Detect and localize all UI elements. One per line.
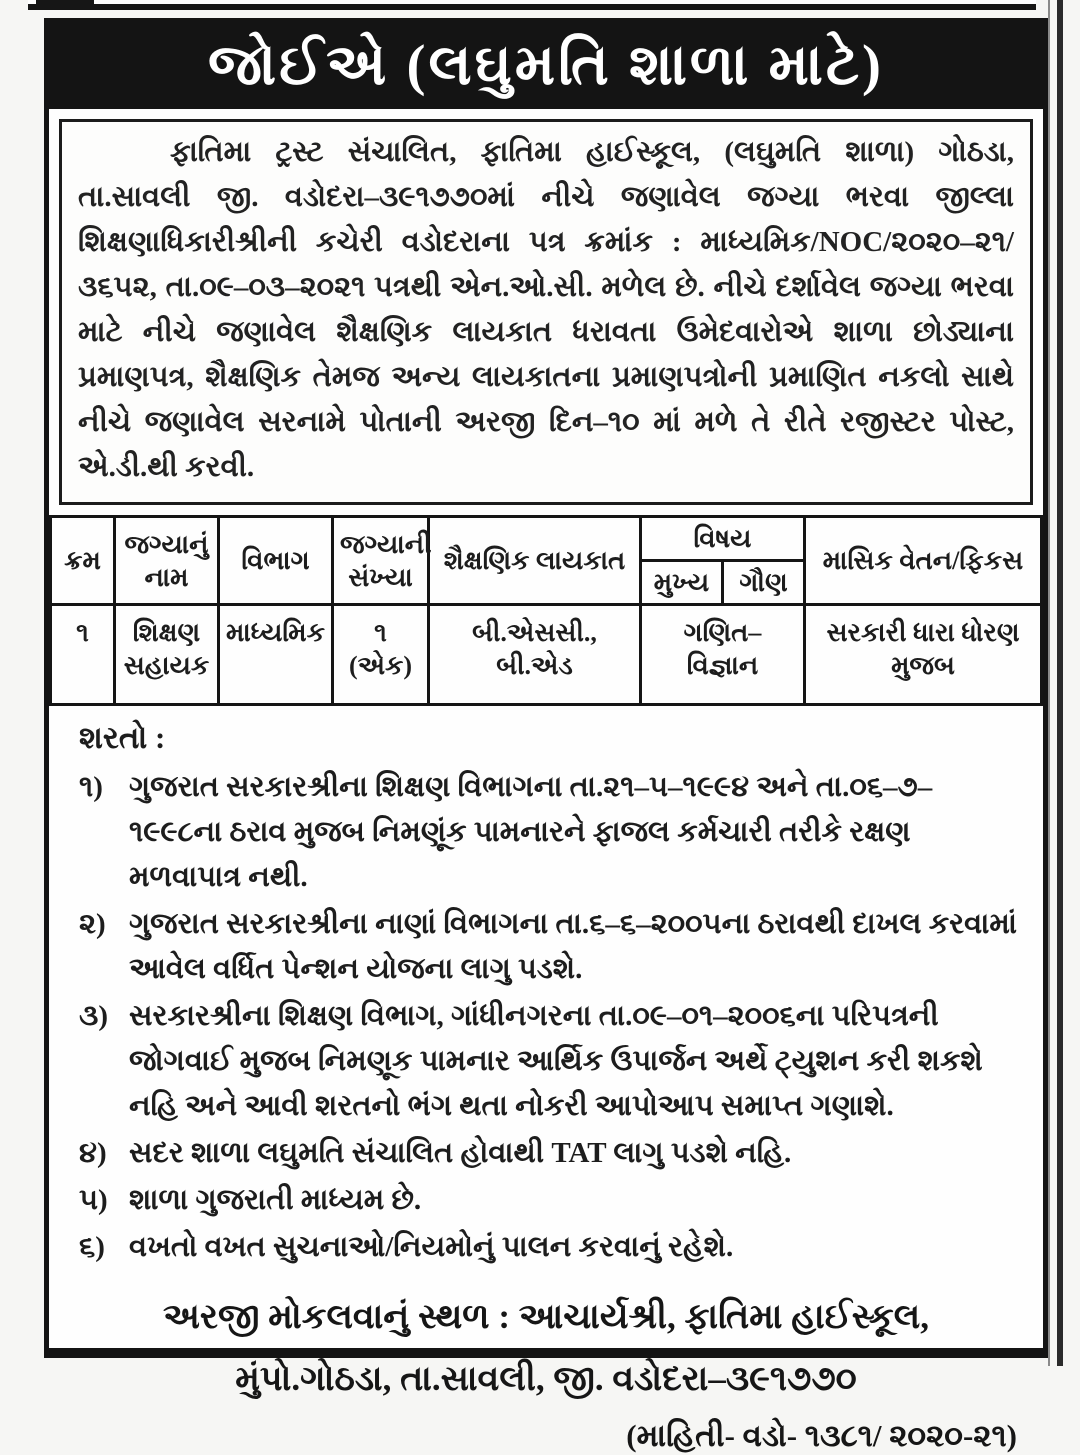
job-advertisement xyxy=(44,18,1048,1453)
conditions-title: શરતો : xyxy=(79,720,166,755)
condition-number: ૩) xyxy=(79,1000,108,1032)
vacancy-table xyxy=(49,515,1043,706)
condition-item-3 xyxy=(79,994,1017,1129)
address-line-1: અરજી મોકલવાનું સ્થળ : આચાર્યશ્રી, ફાતિમા હાઈસ્કૂલ, xyxy=(163,1297,929,1336)
condition-number: ૫) xyxy=(79,1184,108,1216)
previous-ad-fragment xyxy=(36,0,94,9)
condition-number: ૬) xyxy=(79,1231,105,1263)
cell-salary: સરકારી ધારા ધોરણ મુજબ xyxy=(805,605,1042,705)
previous-ad-border xyxy=(28,0,1036,10)
cell-subject: ગણિત–વિજ્ઞાન xyxy=(641,605,805,705)
ad-title-bar xyxy=(49,23,1043,109)
header-qualification: શૈક્ષણિક લાયકાત xyxy=(429,517,641,605)
post-count-number: ૧ xyxy=(374,618,387,647)
table-row xyxy=(51,605,1042,705)
ad-title: જોઈએ (લઘુમતિ શાળા માટે) xyxy=(208,34,884,97)
intro-paragraph-box xyxy=(59,119,1033,505)
header-subject-main: મુખ્ય xyxy=(641,561,723,605)
condition-text: ગુજરાત સરકારશ્રીના નાણાં વિભાગના તા.૬–૬–૨૦૦૫ના ઠરાવથી દાખલ કરવામાં આવેલ વર્ધિત પેન્શન યોજના લાગુ પડશે. xyxy=(129,908,1017,985)
address-line-2: મુંપો.ગોઠડા, તા.સાવલી, જી. વડોદરા–૩૯૧૭૭૦ xyxy=(235,1359,857,1398)
conditions-section xyxy=(49,706,1043,1270)
header-subject-minor: ગૌણ xyxy=(723,561,805,605)
condition-text: સદર શાળા લઘુમતિ સંચાલિત હોવાથી TAT લાગુ પડશે નહિ. xyxy=(129,1137,792,1169)
cell-qualification: બી.એસસી., બી.એડ xyxy=(429,605,641,705)
condition-item-5 xyxy=(79,1178,1017,1223)
condition-item-1 xyxy=(79,765,1017,900)
cell-post-count xyxy=(333,605,429,705)
condition-text: ગુજરાત સરકારશ્રીના શિક્ષણ વિભાગના તા.૨૧–૫–૧૯૯૪ અને તા.૦૬–૭–૧૯૯૮ના ઠરાવ મુજબ નિમણૂંક પામનારને ફાજલ કર્મચારી તરીકે રક્ષણ મળવાપાત્ર નથી. xyxy=(129,771,933,893)
post-count-word: (એક) xyxy=(348,651,413,680)
reference-note: (માહિતી- વડો- ૧૩૮૧/ ૨૦૨૦-૨૧) xyxy=(626,1418,1017,1453)
condition-number: ૪) xyxy=(79,1137,107,1169)
condition-number: ૨) xyxy=(79,908,106,940)
header-serial: ક્રમ xyxy=(51,517,115,605)
vacancy-table-header xyxy=(51,517,1042,605)
cell-serial: ૧ xyxy=(51,605,115,705)
header-salary: માસિક વેતન/ફિકસ xyxy=(805,517,1042,605)
condition-text: સરકારશ્રીના શિક્ષણ વિભાગ, ગાંધીનગરના તા.૦૯–૦૧–૨૦૦૬ના પરિપત્રની જોગવાઈ મુજબ નિમણૂક પામનાર આર્થિક ઉપાર્જન અર્થે ટ્યુશન કરી શકશે નહિ અને આવી શરતનો ભંગ થતા નોકરી આપોઆપ સમાપ્ત ગણાશે. xyxy=(129,1000,983,1122)
condition-item-6 xyxy=(79,1225,1017,1270)
header-post-name: જગ્યાનું નામ xyxy=(115,517,219,605)
application-address xyxy=(49,1286,1043,1410)
condition-text: શાળા ગુજરાતી માધ્યમ છે. xyxy=(129,1184,422,1216)
header-post-count: જગ્યાની સંખ્યા xyxy=(333,517,429,605)
condition-text: વખતો વખત સુચનાઓ/નિયમોનું પાલન કરવાનું રહેશે. xyxy=(129,1231,734,1263)
cell-department: માધ્યમિક xyxy=(219,605,333,705)
header-subject: વિષય xyxy=(641,517,805,561)
condition-item-4 xyxy=(79,1131,1017,1176)
intro-text: ફાતિમા ટ્રસ્ટ સંચાલિત, ફાતિમા હાઈસ્કૂલ, (લઘુમતિ શાળા) ગોઠડા, તા.સાવલી જી. વડોદરા–૩૯૧૭૭૦માં નીચે જણાવેલ જગ્યા ભરવા જીલ્લા શિક્ષણાધિકારીશ્રીની કચેરી વડોદરાના પત્ર ક્રમાંક : માધ્યમિક/NOC/૨૦૨૦–૨૧/ ૩૬૫૨, તા.૦૯–૦૩–૨૦૨૧ પત્રથી એન.ઓ.સી. મળેલ છે. નીચે દર્શાવેલ જગ્યા ભરવા માટે નીચે જણાવેલ શૈક્ષણિક લાયકાત ધરાવતા ઉમેદવારોએ શાળા છોડ્યાના પ્રમાણપત્ર, શૈક્ષણિક તેમજ અન્ય લાયકાતના પ્રમાણપત્રોની પ્રમાણિત નકલો સાથે નીચે જણાવેલ સરનામે પોતાની અરજી દિન–૧૦ માં મળે તે રીતે રજીસ્ટર પોસ્ટ, એ.ડી.થી કરવી. xyxy=(78,136,1014,483)
column-divider-thin xyxy=(1048,0,1050,1366)
condition-item-2 xyxy=(79,902,1017,992)
column-divider-thick xyxy=(1057,0,1063,1366)
header-department: વિભાગ xyxy=(219,517,333,605)
cell-post-name: શિક્ષણ સહાયક xyxy=(115,605,219,705)
condition-number: ૧) xyxy=(79,771,103,803)
